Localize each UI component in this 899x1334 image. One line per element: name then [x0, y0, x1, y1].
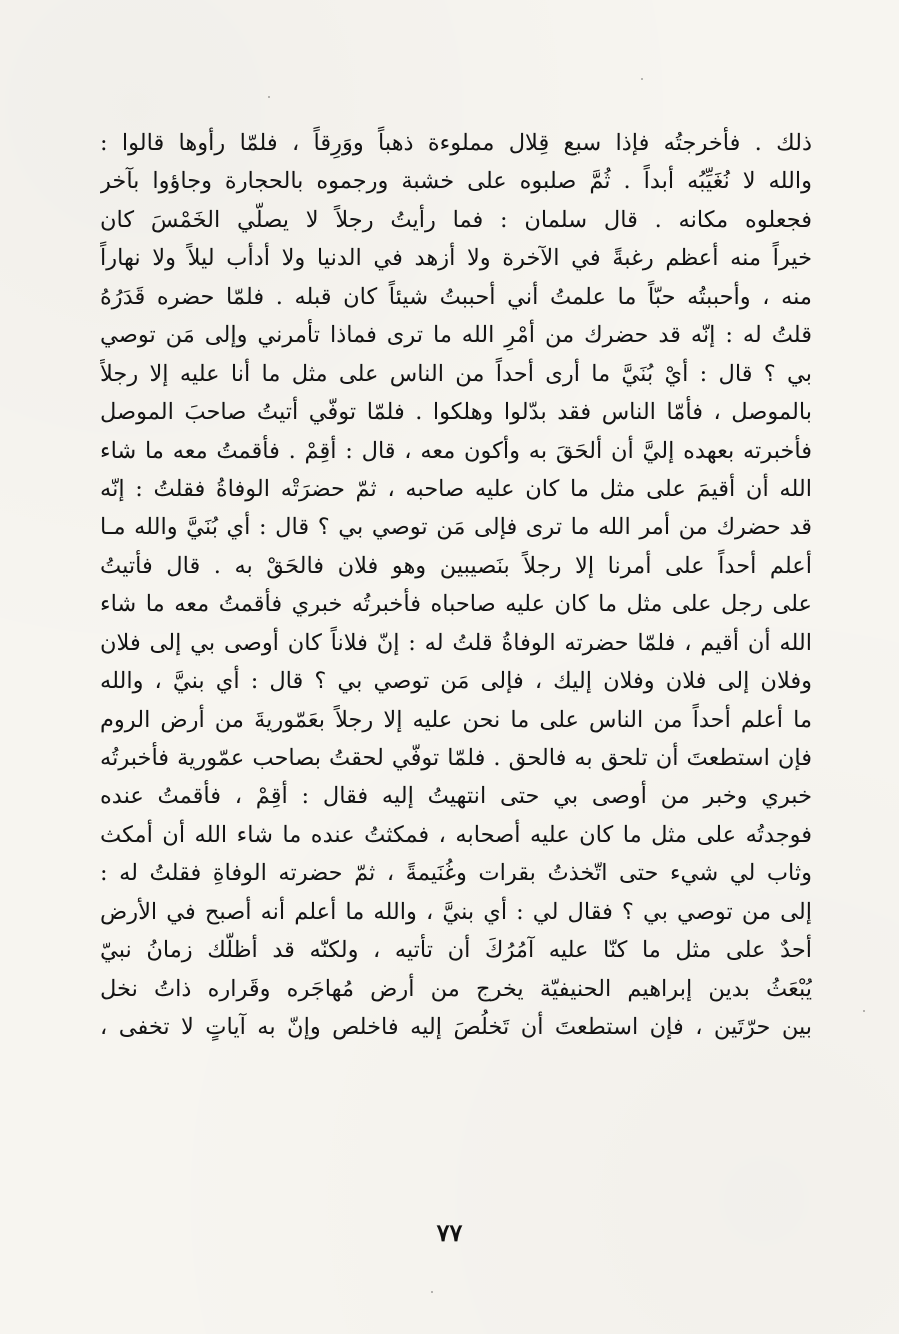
text-line: فوجدتُه على مثل ما كان عليه أصحابه ، فمكثتُ عنده ما شاء الله أن أمكث — [100, 821, 812, 848]
body-text — [100, 124, 812, 1047]
text-line: خبري وخبر من أوصى بي حتى انتهيتُ إليه فقال : أقِمْ ، فأقمتُ عنده — [100, 783, 812, 810]
text-line: إلى من توصي بي ؟ فقال لي : أي بنيَّ ، والله ما أعلم أنه أصبح في الأرض — [100, 898, 812, 925]
text-line: فأخبرته بعهده إليَّ أن ألحَقَ به وأكون معه ، قال : أقِمْ . فأقمتُ معه ما شاء — [100, 437, 812, 464]
text-line: أعلم أحداً على أمرنا إلا رجلاً بنَصيبين وهو فلان فالحَقْ به . قال فأتيتُ — [100, 552, 812, 579]
scan-speck — [641, 78, 643, 80]
scan-speck — [268, 96, 270, 98]
scan-speck — [431, 1291, 433, 1293]
text-line: ذلك . فأخرجتُه فإذا سبع قِلال مملوءة ذهباً ووَرِقاً ، فلمّا رأوها قالوا : — [100, 130, 812, 156]
text-line: منه ، وأحببتُه حبّاً ما علمتُ أني أحببتُ شيئاً كان قبله . فلمّا حضره قَدَرُهُ — [100, 283, 812, 310]
text-line: بي ؟ قال : أيْ بُنَيَّ ما أرى أحداً من الناس على مثل ما أنا عليه إلا رجلاً — [100, 360, 812, 387]
text-line: بالموصل ، فأمّا الناس فقد بدّلوا وهلكوا . فلمّا توفّي أتيتُ صاحبَ الموصل — [100, 399, 812, 426]
text-line: ما أعلم أحداً من الناس على ما نحن عليه إلا رجلاً بعَمّوريةَ من أرض الروم — [100, 706, 812, 733]
text-line: وفلان إلى فلان وفلان إليك ، فإلى مَن توصي بي ؟ قال : أي بنيَّ ، والله — [100, 668, 812, 695]
text-line: يُبْعَثُ بدين إبراهيم الحنيفيّة يخرج من أرض مُهاجَره وقَراره ذاتُ نخل — [100, 975, 812, 1002]
text-line: والله لا نُغَيِّبُه أبداً . ثُمَّ صلبوه على خشبة ورجموه بالحجارة وجاؤوا بآخر — [100, 168, 812, 195]
scan-speck — [863, 1010, 865, 1012]
text-line: بين حرّتَين ، فإن استطعتَ أن تَخلُصَ إليه فاخلص وإنّ به آياتٍ لا تخفى ، — [100, 1014, 812, 1041]
text-line: أحدٌ على مثل ما كنّا عليه آمُرُكَ أن تأتيه ، ولكنّه قد أظلّك زمانُ نبيّ — [100, 937, 812, 964]
text-line: فإن استطعتَ أن تلحق به فالحق . فلمّا توفّي لحقتُ بصاحب عمّورية فأخبرتُه — [100, 745, 812, 771]
text-line: قلتُ له : إنّه قد حضرك من أمْرِ الله ما ترى فماذا تأمرني وإلى مَن توصي — [100, 322, 812, 349]
text-line: فجعلوه مكانه . قال سلمان : فما رأيتُ رجلاً لا يصلّي الخَمْسَ كان — [100, 206, 812, 233]
page-number: ٧٧ — [436, 1218, 463, 1247]
text-line: وثاب لي شيء حتى اتّخذتُ بقرات وغُنَيمةً ، ثمّ حضرته الوفاةِ فقلتُ له : — [100, 860, 812, 887]
text-line: على رجل على مثل ما كان عليه صاحباه فأخبرتُه خبري فأقمتُ معه ما شاء — [100, 591, 812, 618]
text-line: الله أن أقيمَ على مثل ما كان عليه صاحبه ، ثمّ حضرَتْه الوفاةُ فقلتُ : إنّه — [100, 475, 812, 502]
text-line: الله أن أقيم ، فلمّا حضرته الوفاةُ قلتُ له : إنّ فلاناً كان أوصى بي إلى فلان — [100, 629, 812, 656]
text-line: خيراً منه أعظم رغبةً في الآخرة ولا أزهد في الدنيا ولا أدأب ليلاً ولا نهاراً — [100, 245, 812, 272]
text-line: قد حضرك من أمر الله ما ترى فإلى مَن توصي بي ؟ قال : أي بُنَيَّ والله مـا — [100, 514, 812, 541]
